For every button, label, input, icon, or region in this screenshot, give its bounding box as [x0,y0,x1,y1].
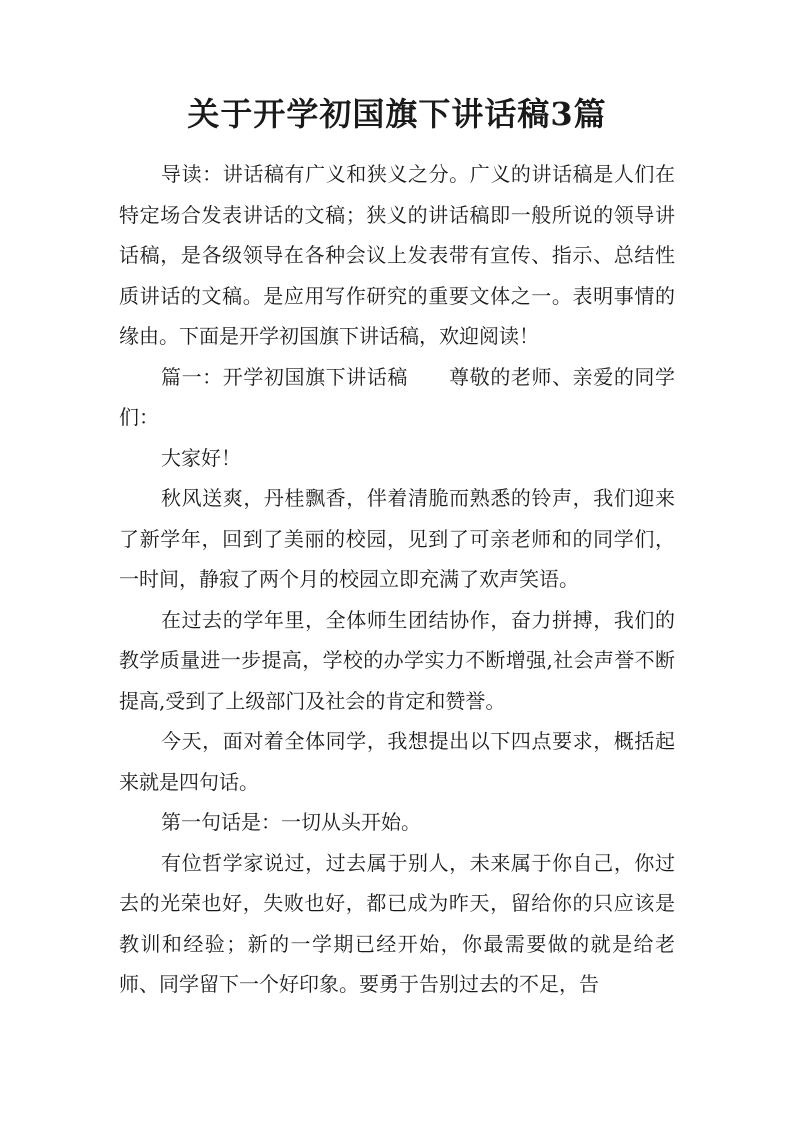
paragraph-philosopher: 有位哲学家说过，过去属于别人，未来属于你自己，你过去的光荣也好，失败也好，都已成为昨天，留给你的只应该是教训和经验；新的一学期已经开始，你最需要做的就是给老师、同学留下一个好印象。要勇于告别过去的不足，告 [119,850,675,996]
paragraph-first-point: 第一句话是：一切从头开始。 [161,810,421,834]
document-body [119,154,675,1005]
paragraph-past-year: 在过去的学年里，全体师生团结协作，奋力拼搏，我们的教学质量进一步提高，学校的办学实力不断增强,社会声誉不断提高,受到了上级部门及社会的肯定和赞誉。 [119,607,675,713]
paragraph-greeting: 大家好！ [161,445,241,470]
paragraph-part-one-salutation: 篇一：开学初国旗下讲话稿 尊敬的老师、亲爱的同学们： [119,364,675,429]
document-title: 关于开学初国旗下讲话稿3篇 [187,95,607,133]
paragraph-four-requirements: 今天，面对着全体同学，我想提出以下四点要求，概括起来就是四句话。 [119,729,675,794]
paragraph-intro: 导读：讲话稿有广义和狭义之分。广义的讲话稿是人们在特定场合发表讲话的文稿；狭义的讲话稿即一般所说的领导讲话稿，是各级领导在各种会议上发表带有宣传、指示、总结性质讲话的文稿。是应用写作研究的重要文体之一。表明事情的缘由。下面是开学初国旗下讲话稿，欢迎阅读！ [119,162,675,348]
paragraph-autumn: 秋风送爽，丹桂飘香，伴着清脆而熟悉的铃声，我们迎来了新学年，回到了美丽的校园，见到了可亲老师和的同学们，一时间，静寂了两个月的校园立即充满了欢声笑语。 [119,486,675,591]
